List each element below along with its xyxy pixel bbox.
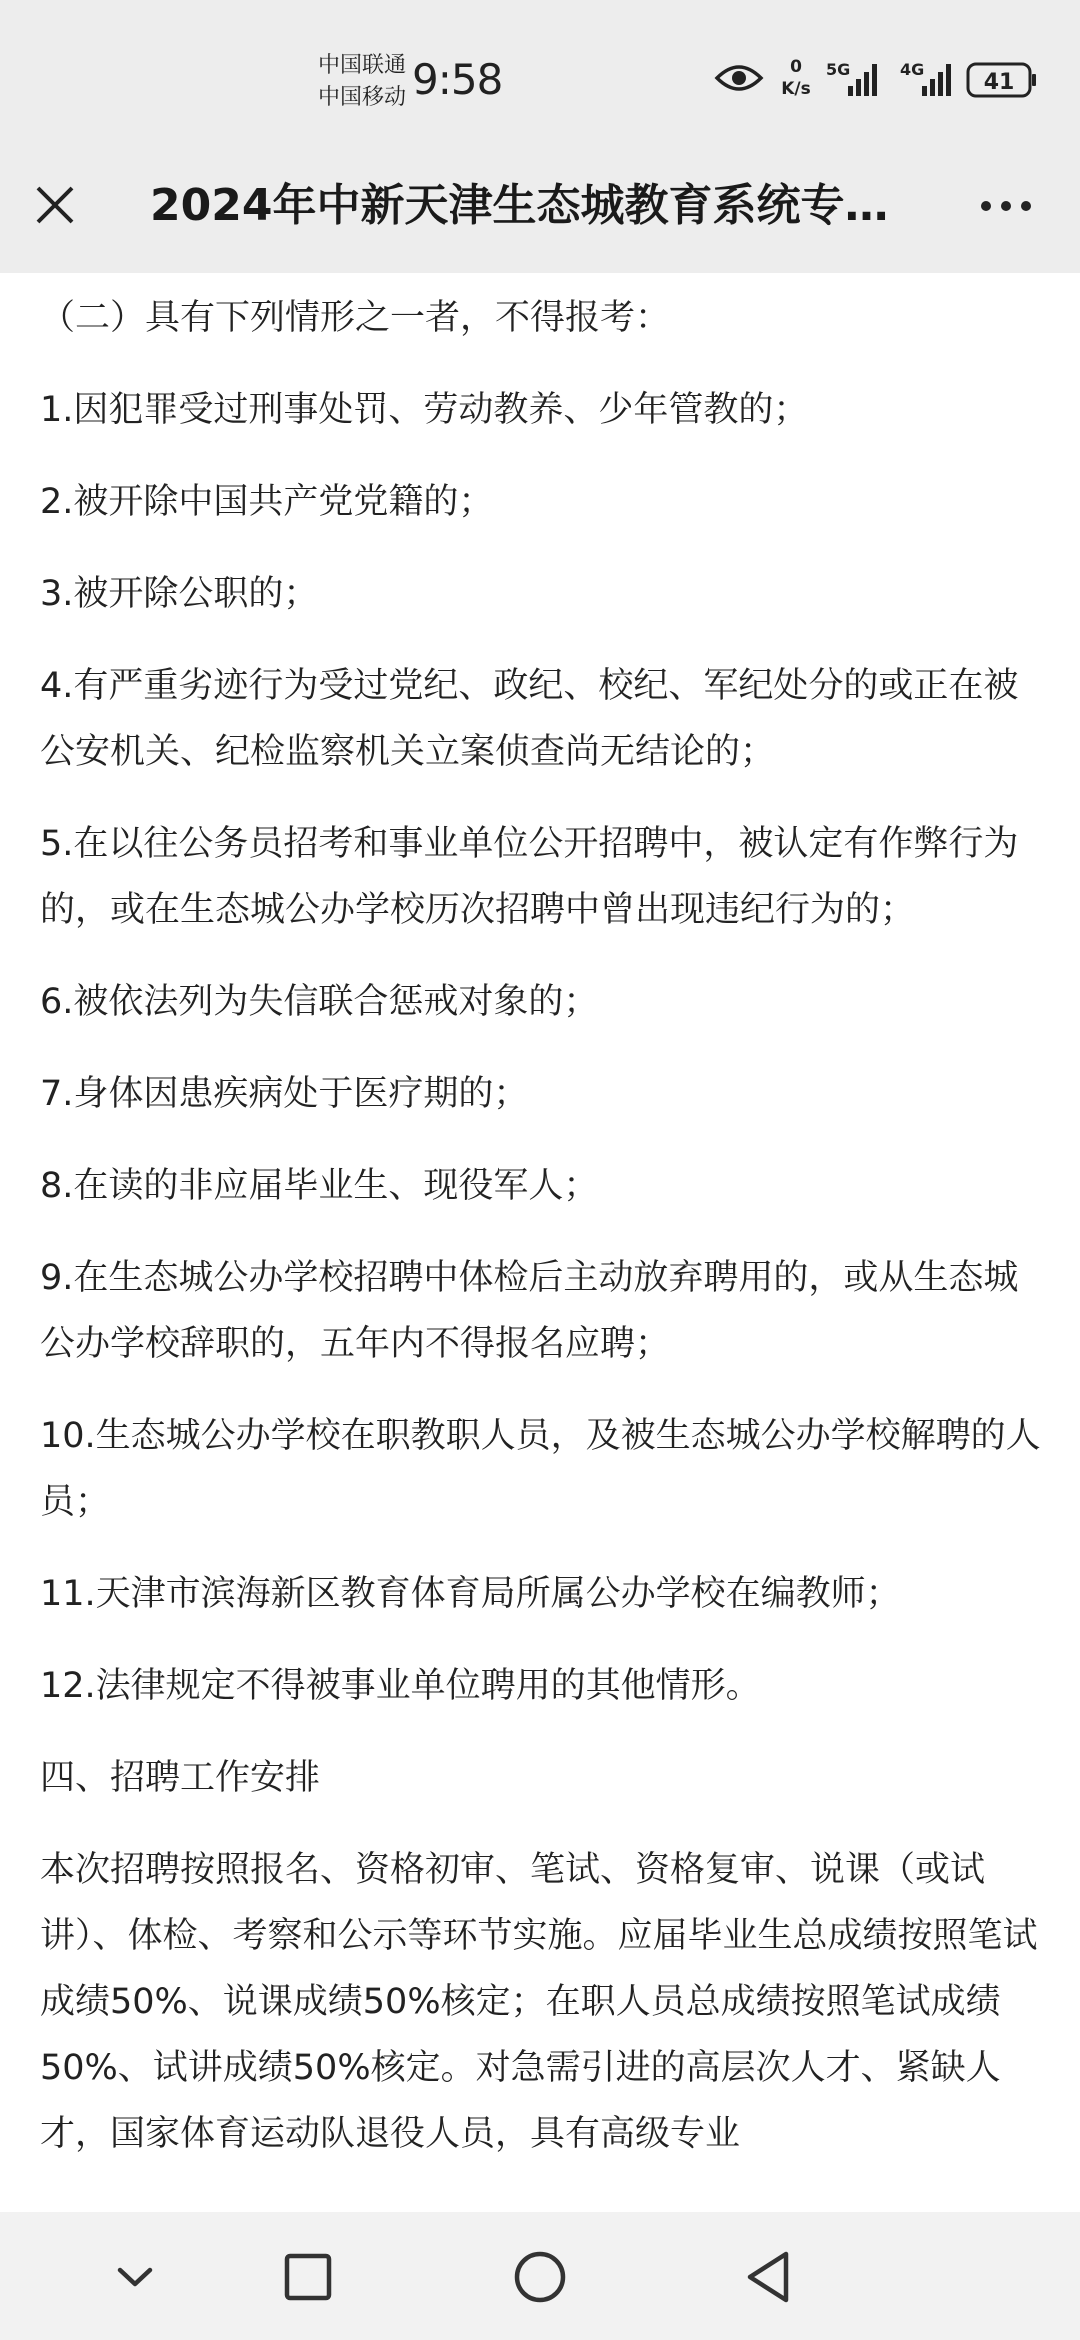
close-icon[interactable] <box>30 180 80 230</box>
back-icon[interactable] <box>736 2242 806 2312</box>
home-icon[interactable] <box>505 2242 575 2312</box>
article-paragraph: 12.法律规定不得被事业单位聘用的其他情形。 <box>40 1666 761 1706</box>
status-time: 9:58 <box>412 55 503 104</box>
article-paragraph: （二）具有下列情形之一者，不得报考： <box>40 298 671 338</box>
signal-5g-label: 5G <box>826 60 851 79</box>
signal-bars-icon <box>920 62 954 96</box>
recents-icon[interactable] <box>273 2242 343 2312</box>
speed-value: 0 <box>790 57 802 77</box>
signal-4g-label: 4G <box>900 60 925 79</box>
speed-unit: K/s <box>781 79 811 99</box>
article-paragraph: 10.生态城公办学校在职教职人员，及被生态城公办学校解聘的人员； <box>40 1416 1041 1522</box>
signal-bars-icon <box>846 62 880 96</box>
network-speed <box>776 56 816 100</box>
article-paragraph: 7.身体因患疾病处于医疗期的； <box>40 1074 529 1114</box>
page-title: 2024年中新天津生态城教育系统专… <box>150 180 889 231</box>
article-paragraph: 9.在生态城公办学校招聘中体检后主动放弃聘用的，或从生态城公办学校辞职的，五年内不得报名应聘； <box>40 1258 1019 1364</box>
signal-4g <box>900 60 960 100</box>
carrier-1: 中国联通 <box>318 53 407 78</box>
battery-level: 41 <box>983 70 1015 95</box>
article-body <box>40 285 1045 2193</box>
article-paragraph: 1.因犯罪受过刑事处罚、劳动教养、少年管教的； <box>40 390 809 430</box>
article-paragraph: 6.被依法列为失信联合惩戒对象的； <box>40 982 599 1022</box>
section-heading: 四、招聘工作安排 <box>40 1758 321 1798</box>
signal-5g <box>826 60 886 100</box>
article-paragraph: 5.在以往公务员招考和事业单位公开招聘中，被认定有作弊行为的，或在生态城公办学校历次招聘中曾出现违纪行为的； <box>40 824 1019 930</box>
article-paragraph: 4.有严重劣迹行为受过党纪、政纪、校纪、军纪处分的或正在被公安机关、纪检监察机关立案侦查尚无结论的； <box>40 666 1019 772</box>
collapse-icon[interactable] <box>100 2242 170 2312</box>
article-paragraph: 3.被开除公职的； <box>40 574 319 614</box>
battery-icon <box>966 62 1038 98</box>
carrier-2: 中国移动 <box>318 85 407 110</box>
article-paragraph: 8.在读的非应届毕业生、现役军人； <box>40 1166 599 1206</box>
eye-icon <box>714 62 764 94</box>
more-options-icon[interactable] <box>978 196 1034 216</box>
article-paragraph: 11.天津市滨海新区教育体育局所属公办学校在编教师； <box>40 1574 901 1614</box>
article-paragraph: 本次招聘按照报名、资格初审、笔试、资格复审、说课（或试讲）、体检、考察和公示等环节实施。应届毕业生总成绩按照笔试成绩50%、说课成绩50%核定；在职人员总成绩按照笔试成绩50%、试讲成绩50%核定。对急需引进的高层次人才、紧缺人才，国家体育运动队退役人员，具有高级专业 <box>40 1850 1038 2154</box>
article-paragraph: 2.被开除中国共产党党籍的； <box>40 482 494 522</box>
carrier-names <box>318 50 406 114</box>
